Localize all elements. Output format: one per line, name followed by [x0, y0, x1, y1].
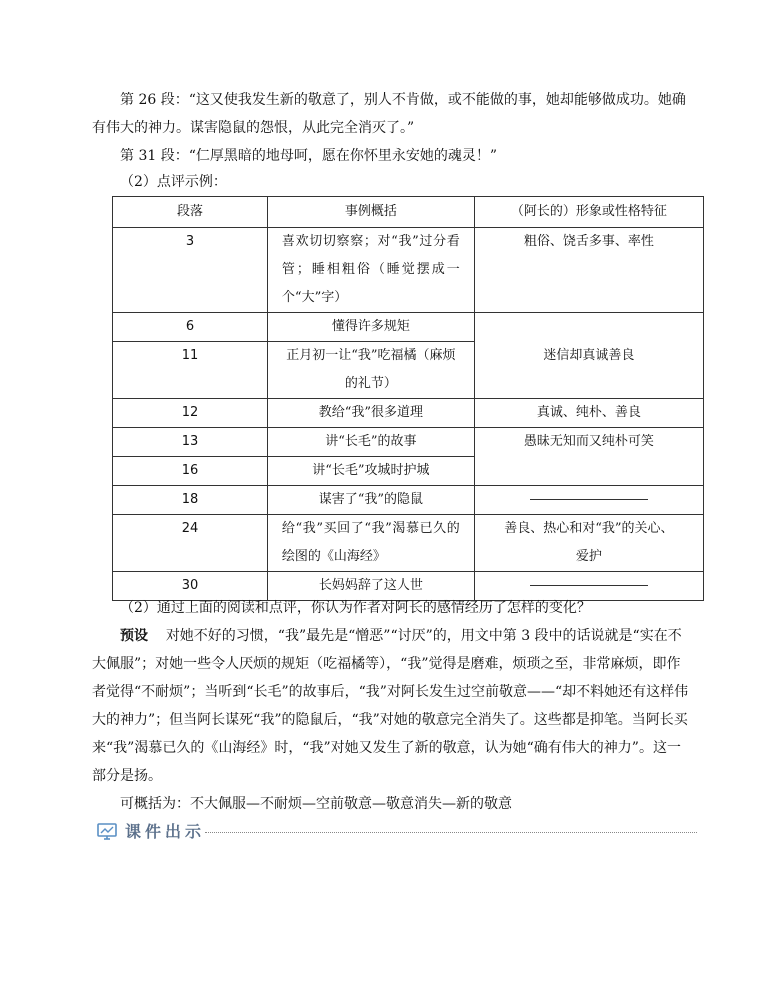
- cell-trait: 愚昧无知而又纯朴可笑: [474, 428, 703, 486]
- cell-event: 讲“长毛”攻城时护城: [267, 457, 474, 486]
- cell-event: 讲“长毛”的故事: [267, 428, 474, 457]
- cell-paragraph: 13: [113, 428, 268, 457]
- cell-event: 喜欢切切察察；对“我”过分看管；睡相粗俗（睡觉摆成一个“大”字）: [267, 228, 474, 313]
- answer-text: 对她不好的习惯，“我”最先是“憎恶”“讨厌”的，用文中第 3 段中的话说就是“实在不大佩服”；对她一些令人厌烦的规矩（吃福橘等），“我”觉得是磨难，烦琐之至，非常麻烦，即作者觉得“不耐烦”；当听到“长毛”的故事后，“我”对阿长发生过空前敬意——“却不料她还有这样伟大的神力”；但当阿长谋死“我”的隐鼠后，“我”对她的敬意完全消失了。这些都是抑笔。当阿长买来“我”渴慕已久的《山海经》时，“我”对她又发生了新的敬意，认为她“确有伟大的神力”。这一部分是扬。: [92, 628, 689, 784]
- table-row: [113, 486, 704, 515]
- paragraph-31-label: 第 31 段：: [120, 148, 189, 164]
- cell-event: 长妈妈辞了这人世: [267, 572, 474, 601]
- comment-table: [112, 196, 704, 601]
- cell-trait-empty: [474, 486, 703, 515]
- monitor-icon: [97, 823, 117, 841]
- cell-paragraph: 24: [113, 515, 268, 572]
- summary: 可概括为：不大佩服—不耐烦—空前敬意—敬意消失—新的敬意: [120, 796, 512, 812]
- cell-trait: 迷信却真诚善良: [474, 313, 703, 399]
- cell-event: 懂得许多规矩: [267, 313, 474, 342]
- cell-trait: 真诚、纯朴、善良: [474, 399, 703, 428]
- cell-event: 正月初一让“我”吃福橘（麻烦的礼节）: [267, 342, 474, 399]
- cell-paragraph: 12: [113, 399, 268, 428]
- answer: [92, 622, 692, 790]
- paragraph-26: [92, 86, 692, 142]
- section-title: 课件出示: [125, 822, 206, 841]
- paragraph-31: [92, 142, 692, 170]
- cell-paragraph: 18: [113, 486, 268, 515]
- cell-trait: 粗俗、饶舌多事、率性: [474, 228, 703, 313]
- cell-trait: 善良、热心和对“我”的关心、爱护: [474, 515, 703, 572]
- column-header-trait: （阿长的）形象或性格特征: [474, 197, 703, 228]
- column-header-event: 事例概括: [267, 197, 474, 228]
- cell-paragraph: 11: [113, 342, 268, 399]
- table-header-row: [113, 197, 704, 228]
- dash-line: [530, 499, 648, 500]
- dotted-divider: [205, 832, 697, 833]
- column-header-paragraph: 段落: [113, 197, 268, 228]
- question: （2）通过上面的阅读和点评，你认为作者对阿长的感情经历了怎样的变化？: [120, 600, 591, 616]
- cell-event: 给“我”买回了“我”渴慕已久的绘图的《山海经》: [267, 515, 474, 572]
- cell-paragraph: 30: [113, 572, 268, 601]
- cell-paragraph: 6: [113, 313, 268, 342]
- example-heading: （2）点评示例：: [120, 174, 227, 190]
- paragraph-31-quote: “仁厚黑暗的地母呵，愿在你怀里永安她的魂灵！”: [188, 148, 498, 164]
- cell-paragraph: 3: [113, 228, 268, 313]
- paragraph-26-quote: “这又使我发生新的敬意了，别人不肯做，或不能做的事，她却能够做成功。她确有伟大的神力。谋害隐鼠的怨恨，从此完全消灭了。”: [92, 92, 686, 136]
- cell-event: 谋害了“我”的隐鼠: [267, 486, 474, 515]
- table-row: [113, 313, 704, 342]
- table-row: [113, 399, 704, 428]
- paragraph-26-label: 第 26 段：: [120, 92, 189, 108]
- section-header: [97, 820, 697, 844]
- table-row: [113, 228, 704, 313]
- table-row: [113, 515, 704, 572]
- dash-line: [530, 585, 648, 586]
- cell-event: 教给“我”很多道理: [267, 399, 474, 428]
- answer-label: 预设: [120, 628, 148, 644]
- table-row: [113, 428, 704, 457]
- cell-paragraph: 16: [113, 457, 268, 486]
